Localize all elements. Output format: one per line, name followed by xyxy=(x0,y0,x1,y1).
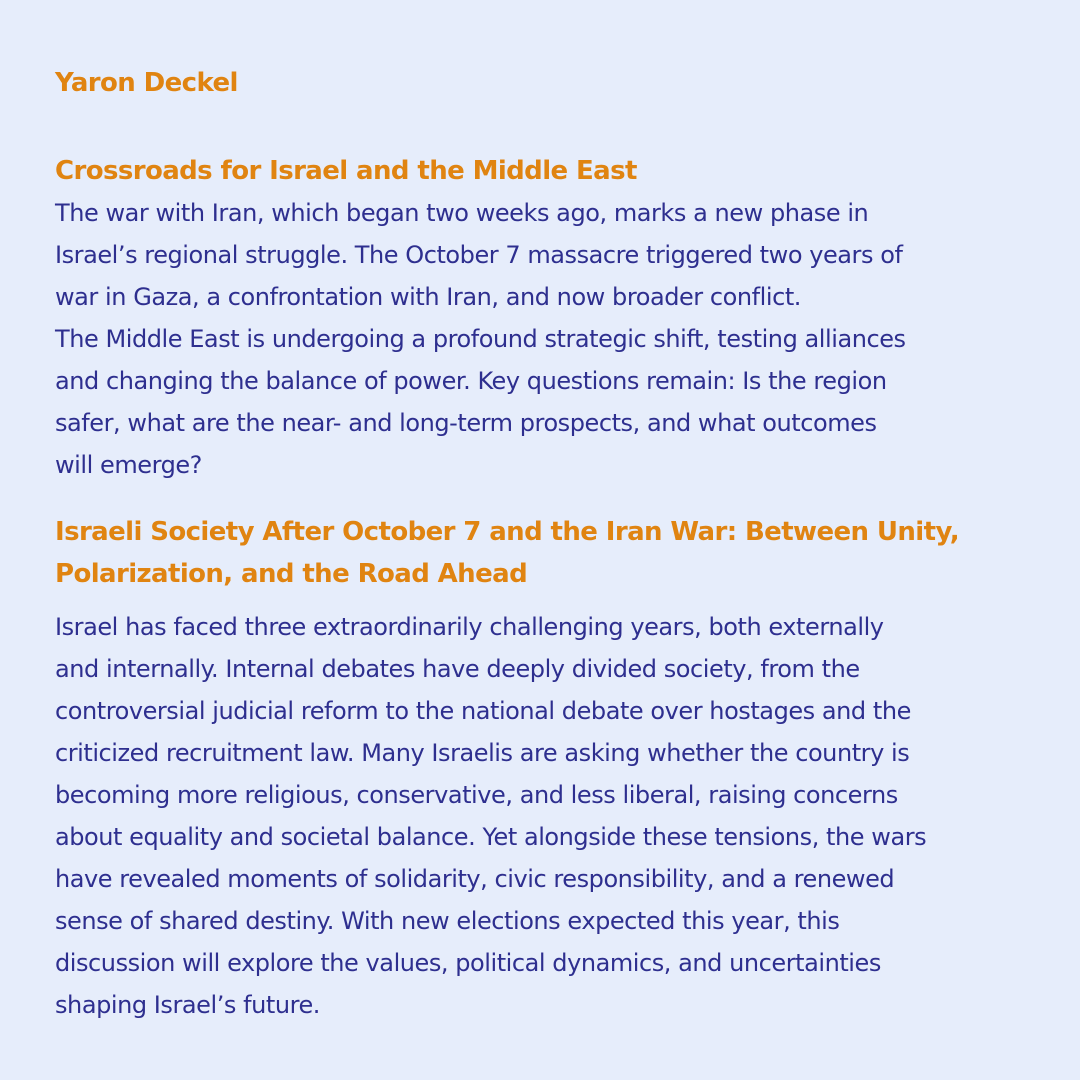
section-body-crossroads: The war with Iran, which began two weeks ago, marks a new phase in Israel’s regional struggle. The October 7 massacre triggered two years of war in Gaza, a confrontation with Iran, and now broader conflict. The Middle East is undergoing a profound strategic shift, testing alliances and changing the balance of power. Key questions remain: Is the region safer, what are the near- and long-term prospects, and what outcomes will emerge? xyxy=(55,199,906,479)
section-body-israeli-society: Israel has faced three extraordinarily challenging years, both externally and internally. Internal debates have deeply divided society, from the controversial judicial reform to the national debate over hostages and the criticized recruitment law. Many Israelis are asking whether the country is becoming more religious, conservative, and less liberal, raising concerns about equality and societal balance. Yet alongside these tensions, the wars have revealed moments of solidarity, civic responsibility, and a renewed sense of shared destiny. With new elections expected this year, this discussion will explore the values, political dynamics, and uncertainties shaping Israel’s future. xyxy=(55,613,927,1019)
section-title-crossroads: Crossroads for Israel and the Middle East xyxy=(55,156,637,186)
section-title-israeli-society: Israeli Society After October 7 and the Iran War: Between Unity, Polarization, and the Road Ahead xyxy=(55,517,960,589)
speaker-name: Yaron Deckel xyxy=(55,68,238,98)
